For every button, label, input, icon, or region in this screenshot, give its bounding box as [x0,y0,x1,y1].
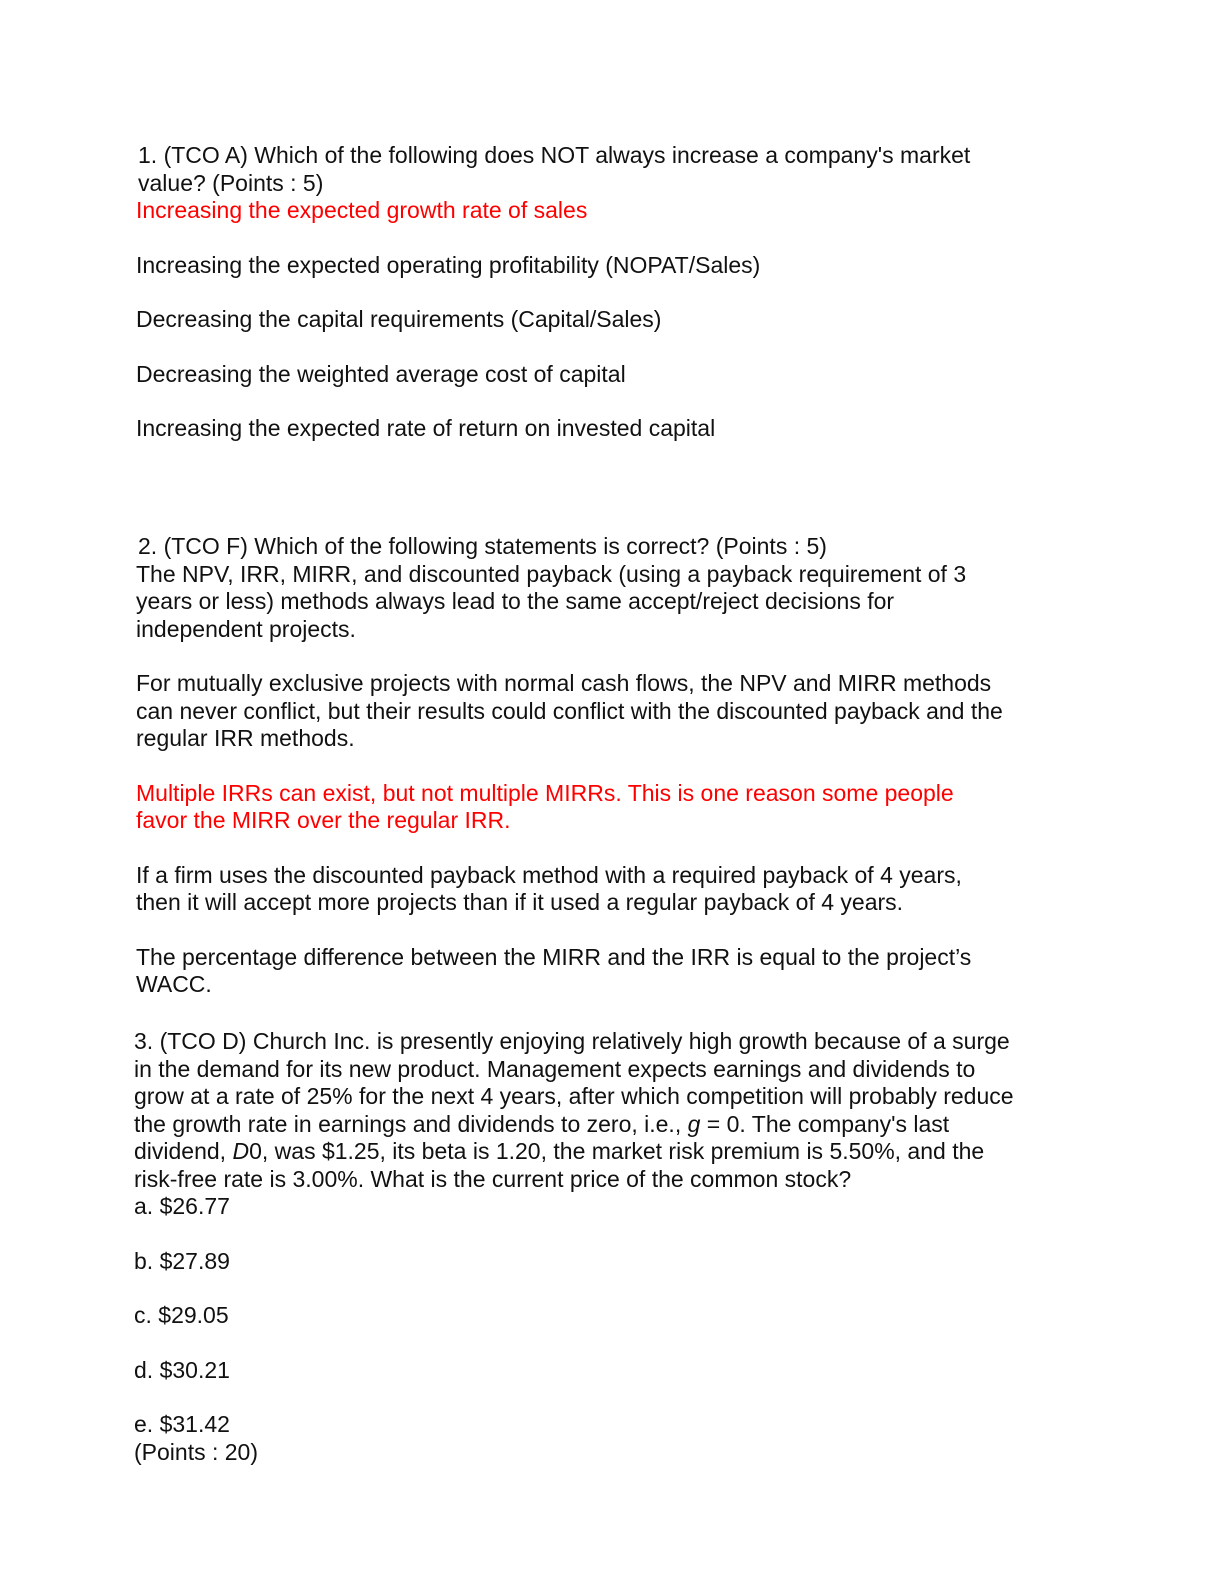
question-3-text-part-2: = 0. The company's last dividend, [134,1110,950,1164]
dividend-symbol: D [232,1138,250,1164]
question-3-points: (Points : 20) [134,1438,258,1465]
question-1-option-2: Increasing the expected operating profitability (NOPAT/Sales) [136,251,761,278]
question-3-text [134,1028,1014,1193]
question-3-option-b: b. $27.89 [134,1247,230,1274]
question-2-answer-option-3: Multiple IRRs can exist, but not multiple MIRRs. This is one reason some people favor the MIRR over the regular IRR. [136,779,954,833]
question-1-answer-option-1: Increasing the expected growth rate of sales [136,197,588,223]
question-3-option-a: a. $26.77 [134,1193,230,1219]
question-2-option-2: For mutually exclusive projects with normal cash flows, the NPV and MIRR methods can never conflict, but their results could conflict with the discounted payback and the regular IRR methods. [136,670,1003,751]
question-2-option-1: The NPV, IRR, MIRR, and discounted payback (using a payback requirement of 3 years or less) methods always lead to the same accept/reject decisions for independent projects. [136,560,967,642]
question-1 [136,142,1036,443]
question-2-text: 2. (TCO F) Which of the following statements is correct? (Points : 5) [138,533,827,559]
question-2 [136,533,1026,999]
growth-symbol: g [687,1110,701,1137]
question-2-option-5: The percentage difference between the MIRR and the IRR is equal to the project’s WACC. [136,943,972,997]
question-3-option-d: d. $30.21 [134,1356,230,1383]
question-2-option-4: If a firm uses the discounted payback method with a required payback of 4 years, then it will accept more projects than if it used a regular payback of 4 years. [136,861,962,915]
question-1-text: 1. (TCO A) Which of the following does NOT always increase a company's market value? (Points : 5) [138,142,971,196]
question-3-text-part-3: 0, was $1.25, its beta is 1.20, the market risk premium is 5.50%, and the risk-free rate is 3.00%. What is the current price of the common stock? [134,1138,985,1192]
question-3-option-e: e. $31.42 [134,1411,230,1437]
question-1-option-4: Decreasing the weighted average cost of capital [136,360,626,387]
question-3-text-part-1: 3. (TCO D) Church Inc. is presently enjoying relatively high growth because of a surge in the demand for its new product. Management expects earnings and dividends to grow at a rate of 25% for the next 4 years, after which competition will probably reduce the growth rate in earnings and dividends to zero, i.e., [134,1028,1014,1137]
question-3-option-c: c. $29.05 [134,1302,229,1328]
question-1-option-3: Decreasing the capital requirements (Capital/Sales) [136,306,662,332]
question-3 [134,1028,1014,1466]
question-1-option-5: Increasing the expected rate of return on invested capital [136,415,716,441]
